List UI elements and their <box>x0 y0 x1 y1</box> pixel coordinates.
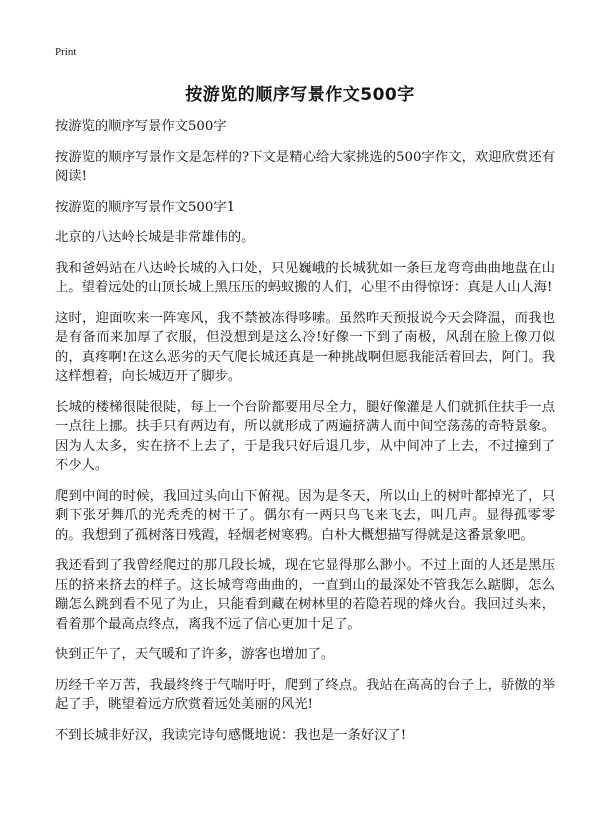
essay-paragraph: 我和爸妈站在八达岭长城的入口处，只见巍峨的长城犹如一条巨龙弯弯曲曲地盘在山上。望着远处的山顶长城上黑压压的蚂蚁搬的人们，心里不由得惊讶：真是人山人海! <box>55 260 555 295</box>
essay-paragraph: 爬到中间的时候，我回过头向山下俯视。因为是冬天，所以山上的树叶都掉光了，只剩下张牙舞爪的光秃秃的树干了。偶尔有一两只鸟飞来飞去，叫几声。显得孤零零的。我想到了孤树落日残霞，轻烟老树寒鸦。白朴大概想描写得就是这番景象吧。 <box>55 488 555 543</box>
essay-paragraph: 快到正午了，天气暖和了许多，游客也增加了。 <box>55 647 335 662</box>
article-body <box>55 117 555 756</box>
article-subtitle: 按游览的顺序写景作文500字 <box>55 119 227 134</box>
essay-paragraph: 不到长城非好汉，我读完诗句感慨地说：我也是一条好汉了! <box>55 727 407 743</box>
article-intro: 按游览的顺序写景作文是怎样的?下文是精心给大家挑选的500字作文，欢迎欣赏还有阅读! <box>55 149 555 184</box>
essay-heading: 按游览的顺序写景作文500字1 <box>55 199 236 215</box>
document-title: 按游览的顺序写景作文500字 <box>185 85 415 105</box>
print-link[interactable]: Print <box>55 46 77 58</box>
essay-paragraph: 北京的八达岭长城是非常雄伟的。 <box>55 230 255 245</box>
essay-paragraph: 我还看到了我曾经爬过的那几段长城，现在它显得那么渺小。不过上面的人还是黑压压的挤来挤去的样子。这长城弯弯曲曲的，一直到山的最深处不管我怎么踮脚，怎么蹦怎么跳到看不见了为止，只能看到藏在树林里的若隐若现的烽火台。我回过头来，看着那个最高点终点，离我不远了信心更加十足了。 <box>55 558 555 632</box>
essay-paragraph: 这时，迎面吹来一阵寒风，我不禁被冻得哆嗦。虽然昨天预报说今天会降温，而我也是有备而来加厚了衣服，但没想到是这么冷!好像一下到了南极，风刮在脸上像刀似的，真疼啊!在这么恶劣的天气爬长城还真是一种挑战啊但愿我能活着回去，阿门。我这样想着，向长城迈开了脚步。 <box>55 310 555 384</box>
essay-paragraph: 历经千辛万苦，我最终终于气喘吁吁，爬到了终点。我站在高高的台子上，骄傲的举起了手，眺望着远方欣赏着远处美丽的风光! <box>55 677 555 712</box>
essay-paragraph: 长城的楼梯很陡很陡，每上一个台阶都要用尽全力，腿好像灌是人们就抓住扶手一点一点往上挪。扶手只有两边有，所以就形成了两遍挤满人而中间空荡荡的奇特景象。因为人太多，实在挤不上去了，于是我只好后退几步，从中间冲了上去，不过撞到了不少人。 <box>55 399 555 473</box>
